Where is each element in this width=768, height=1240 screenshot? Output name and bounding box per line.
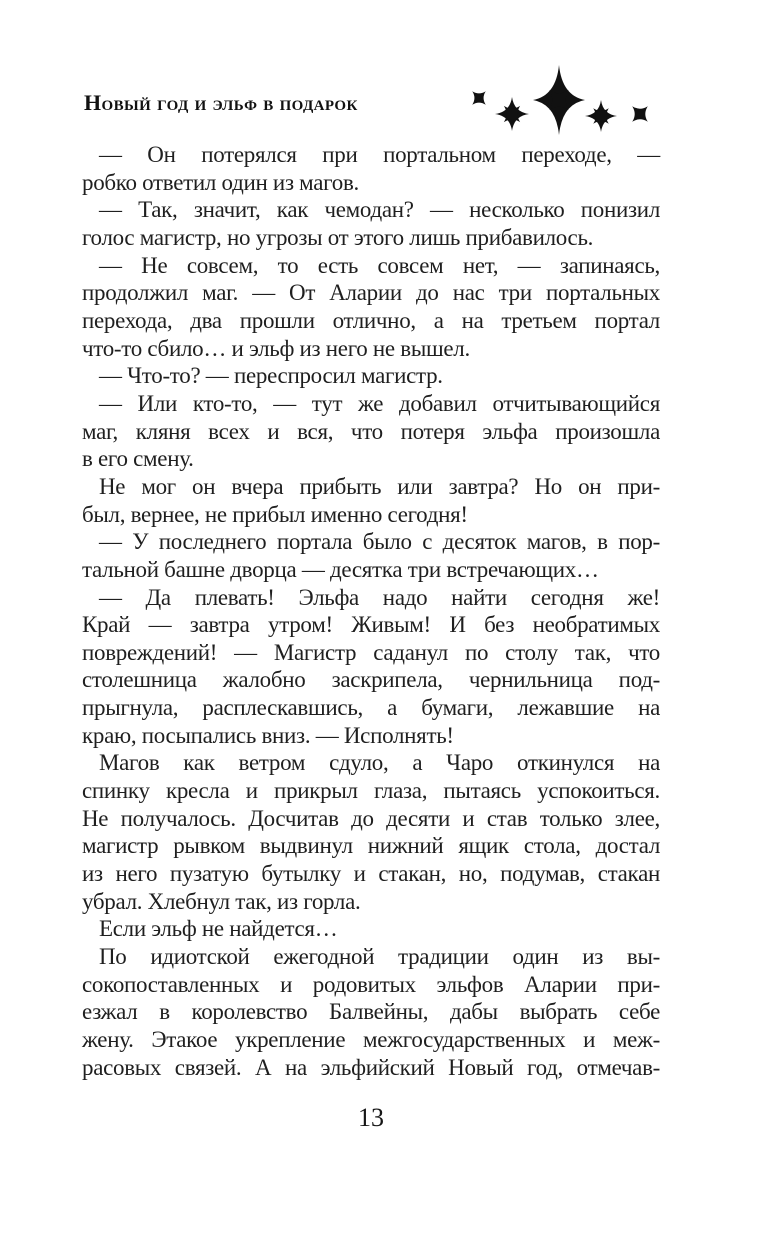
text-line: краю, посыпались вниз. — Исполнять! — [82, 722, 454, 748]
text-line: продолжил маг. — От Аларии до нас три портальных — [82, 280, 660, 306]
text-line: голос магистр, но угрозы от этого лишь прибавилось. — [82, 224, 594, 250]
star-8pt-medium-right-icon — [585, 100, 617, 132]
text-line: жену. Этакое укрепление межгосударственных и меж- — [82, 1027, 660, 1052]
running-head-title: Новый год и эльф в подарок — [84, 90, 358, 115]
text-line: из него пузатую бутылку и стакан, но, подумав, стакан — [82, 861, 660, 887]
text-line: робко ответил один из магов. — [82, 169, 359, 195]
paragraph — [82, 252, 660, 363]
text-line: Не получалось. Досчитав до десяти и став только злее, — [82, 805, 660, 831]
star-8pt-medium-left-icon — [495, 97, 529, 131]
text-line: езжал в королевство Балвейны, дабы выбрать себе — [82, 999, 660, 1025]
text-line: спинку кресла и прикрыл глаза, пытаясь успокоиться. — [82, 778, 660, 804]
paragraph — [82, 196, 660, 251]
text-line: что-то сбило… и эльф из него не вышел. — [82, 335, 470, 361]
text-line: — Или кто-то, — тут же добавил отчитывающийся — [99, 390, 660, 416]
star-8pt-large-icon — [533, 65, 585, 135]
star-4pt-small-left-icon — [466, 85, 493, 112]
text-line: расовых связей. А на эльфийский Новый год, отмечав- — [82, 1054, 660, 1080]
body-text — [82, 141, 660, 1081]
paragraph — [82, 141, 660, 196]
paragraph — [82, 528, 660, 583]
text-line: — Что-то? — переспросил магистр. — [99, 363, 443, 389]
text-line: — Так, значит, как чемодан? — несколько понизил — [99, 197, 660, 223]
text-line: столешница жалобно заскрипела, чернильница под- — [82, 667, 660, 693]
text-line: повреждений! — Магистр саданул по столу так, что — [82, 639, 660, 665]
page-number: 13 — [358, 1103, 384, 1132]
text-line: Магов как ветром сдуло, а Чаро откинулся на — [99, 750, 660, 776]
text-line: Если эльф не найдется… — [99, 916, 338, 942]
text-line: магистр рывком выдвинул нижний ящик стола, достал — [82, 833, 660, 859]
text-line: Не мог он вчера прибыть или завтра? Но он при- — [99, 473, 660, 499]
text-line: — Да плевать! Эльфа надо найти сегодня же! — [99, 584, 660, 610]
paragraph — [82, 915, 660, 943]
text-line: — Не совсем, то есть совсем нет, — запинаясь, — [99, 252, 660, 278]
star-4pt-small-right-icon — [624, 98, 655, 129]
paragraph — [82, 943, 660, 1081]
text-line: в его смену. — [82, 446, 194, 472]
paragraph — [82, 362, 660, 390]
text-line: маг, кляня всех и вся, что потеря эльфа произошла — [82, 418, 660, 444]
paragraph — [82, 749, 660, 915]
text-line: перехода, два прошли отлично, а на третьем портал — [82, 307, 660, 333]
paragraph — [82, 584, 660, 750]
text-line: — Он потерялся при портальном переходе, — — [99, 142, 660, 167]
text-line: тальной башне дворца — десятка три встречающих… — [82, 556, 599, 582]
star-ornament — [463, 64, 661, 138]
text-line: По идиотской ежегодной традиции один из вы- — [99, 944, 660, 970]
text-line: Край — завтра утром! Живым! И без необратимых — [82, 612, 660, 638]
paragraph — [82, 473, 660, 528]
text-line: прыгнула, расплескавшись, а бумаги, лежавшие на — [82, 695, 660, 721]
text-line: был, вернее, не прибыл именно сегодня! — [82, 501, 468, 527]
text-line: сокопоставленных и родовитых эльфов Аларии при- — [82, 971, 660, 997]
paragraph — [82, 390, 660, 473]
text-line: — У последнего портала было с десяток магов, в пор- — [99, 529, 660, 555]
text-line: убрал. Хлебнул так, из горла. — [82, 888, 361, 914]
